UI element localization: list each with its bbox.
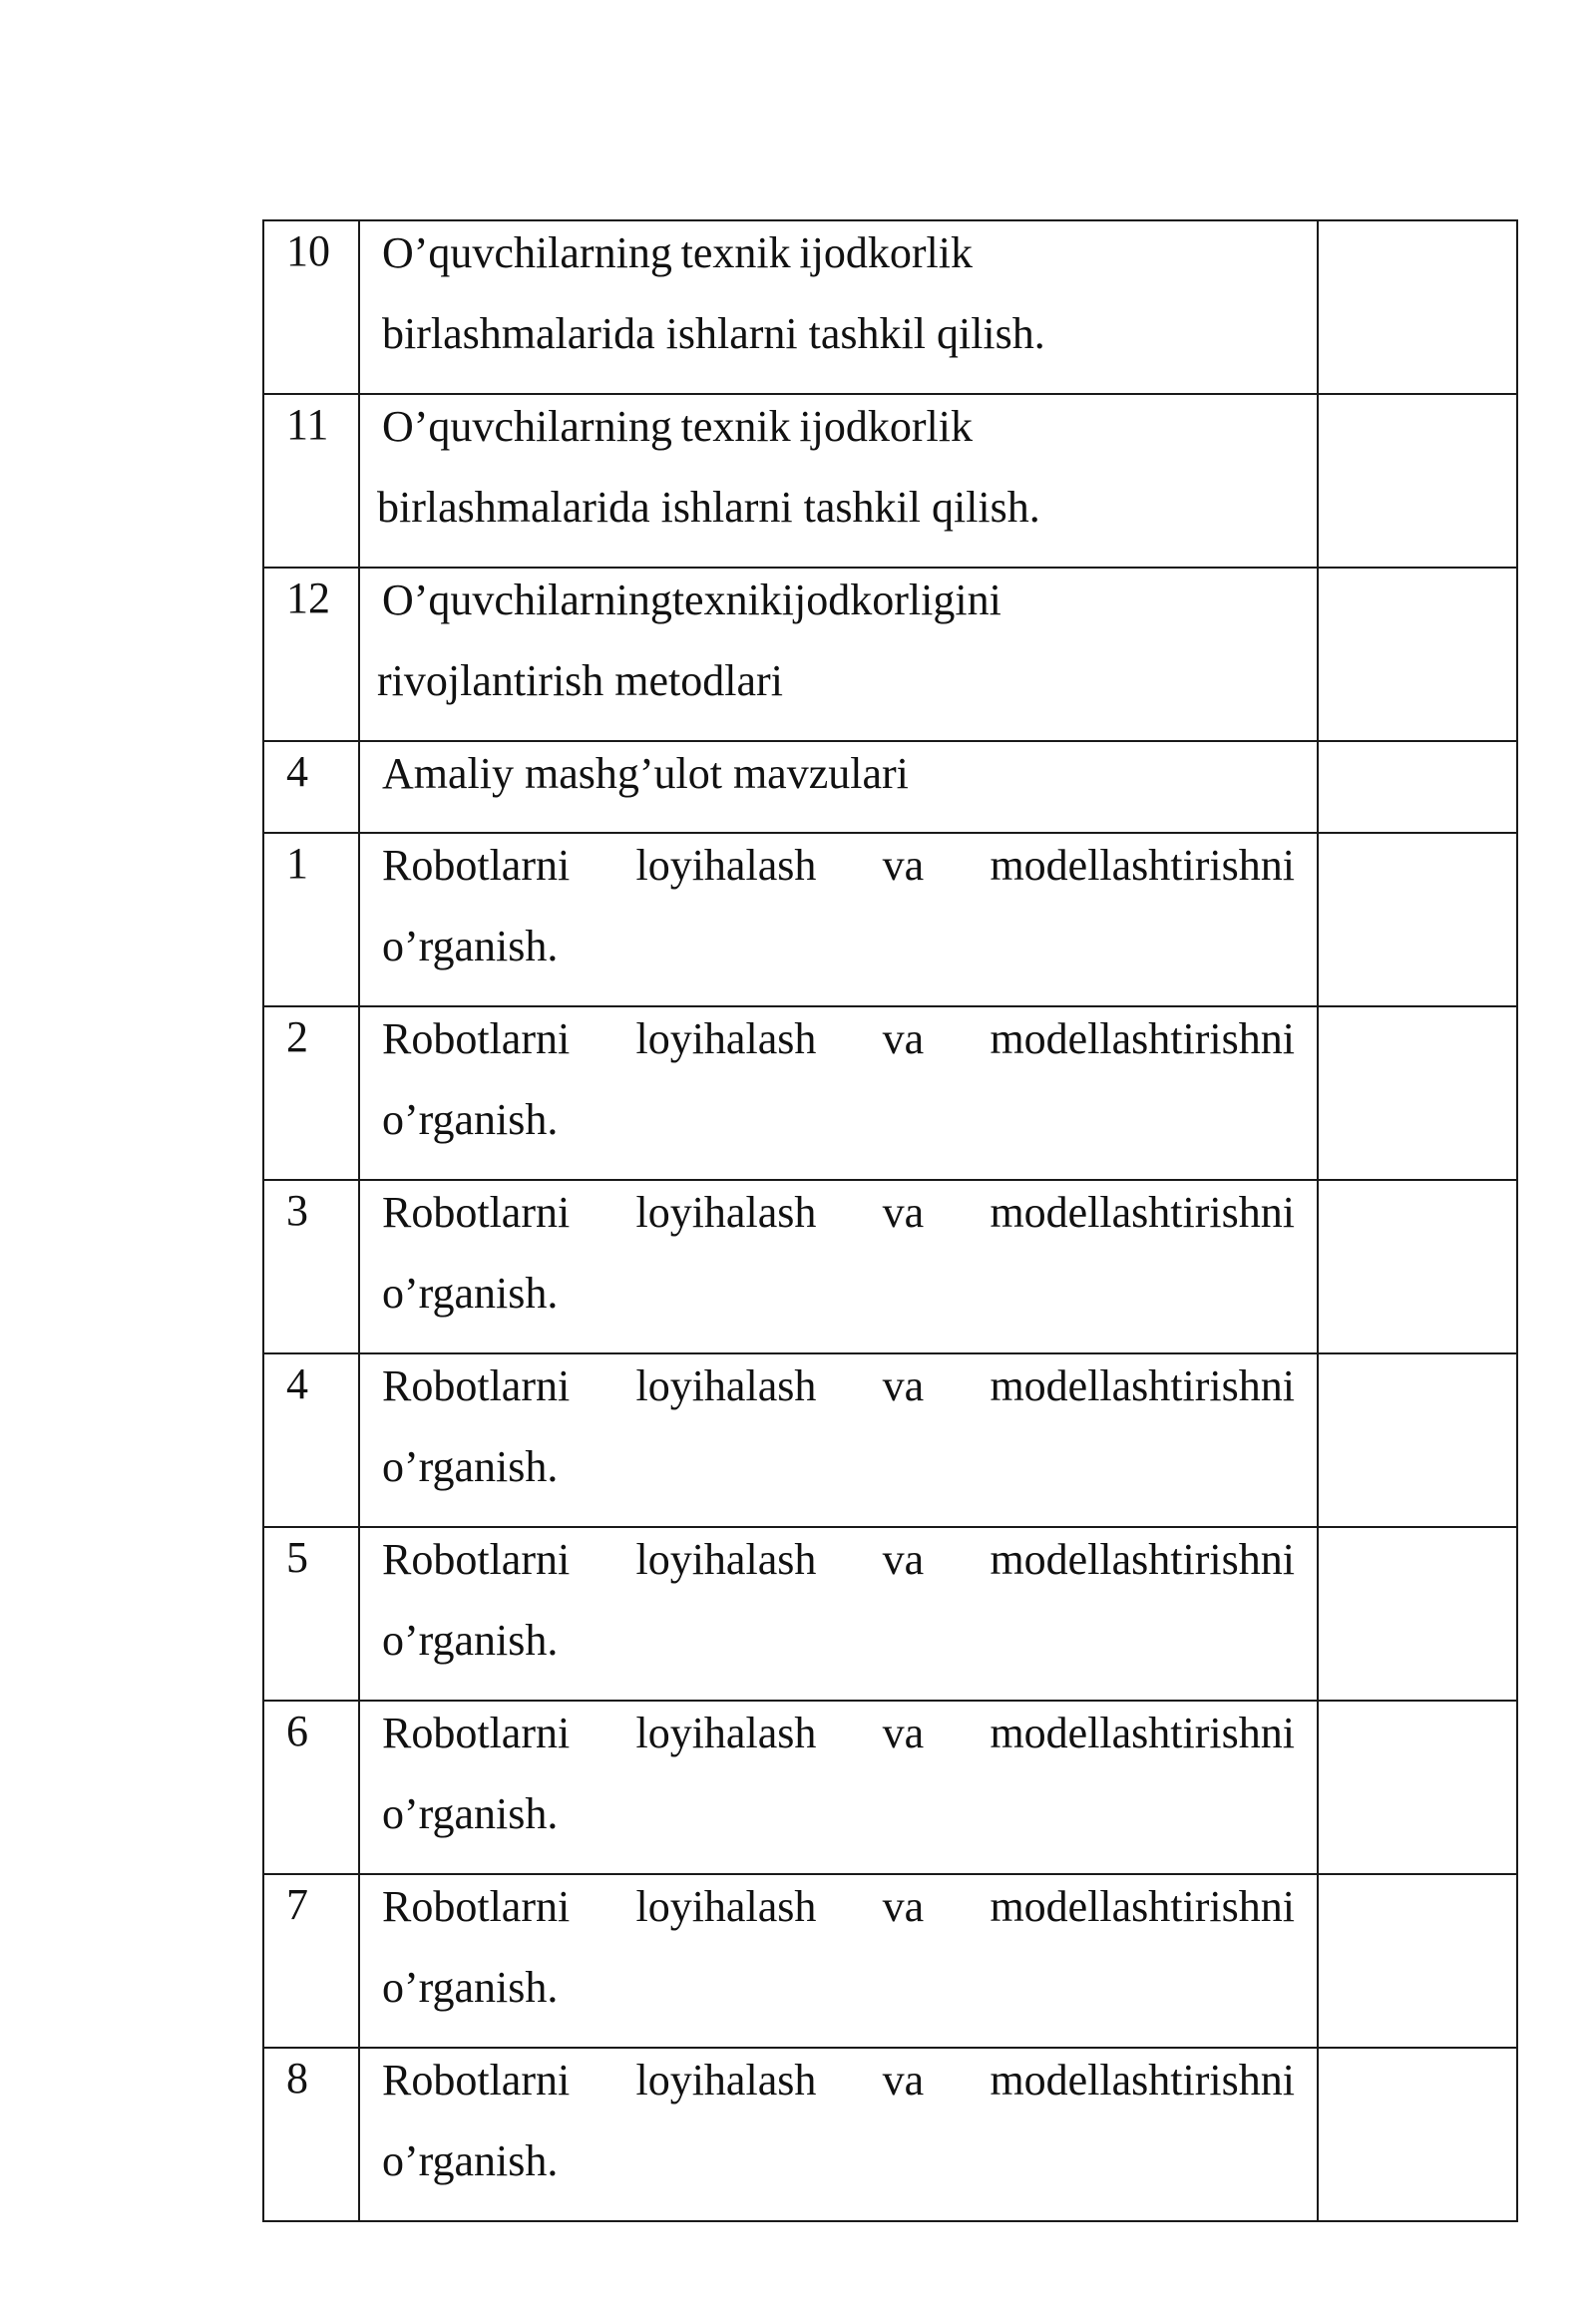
topic-word: Robotlarni — [382, 1709, 571, 1757]
topic-word: Robotlarni — [382, 1361, 571, 1410]
topic-word: loyihalash — [635, 1188, 817, 1237]
topic-word: modellashtirishni — [990, 1188, 1295, 1237]
topic-line-2: o’rganish. — [382, 1269, 559, 1318]
row-number: 6 — [263, 1701, 359, 1874]
topic-word: texnik — [680, 228, 791, 277]
row-number: 5 — [263, 1527, 359, 1701]
topic-word: Robotlarni — [382, 2056, 571, 2105]
topic-word: modellashtirishni — [990, 1361, 1295, 1410]
topic-word: loyihalash — [635, 841, 817, 890]
topic-word: modellashtirishni — [990, 1709, 1295, 1757]
empty-cell — [1318, 568, 1517, 741]
topic-line-1 — [382, 841, 1295, 906]
topic-line-2: birlashmalarida ishlarni tashkil qilish. — [382, 309, 1045, 358]
topic-word: va — [882, 1882, 925, 1931]
topic-line-2: o’rganish. — [382, 1442, 559, 1491]
table-row — [263, 394, 1517, 568]
topic-line-2: o’rganish. — [382, 1616, 559, 1665]
topic-word: loyihalash — [635, 1882, 817, 1931]
topic-cell — [359, 1353, 1318, 1527]
topic-cell — [359, 220, 1318, 394]
topic-word: Robotlarni — [382, 1882, 571, 1931]
topic-line-2: o’rganish. — [382, 1095, 559, 1144]
topic-word: loyihalash — [635, 2056, 817, 2105]
topic-cell — [359, 1180, 1318, 1353]
topic-cell — [359, 833, 1318, 1006]
topic-line-1 — [382, 1361, 1295, 1426]
row-number: 8 — [263, 2048, 359, 2221]
topic-line-1 — [382, 2056, 1295, 2120]
topic-word: O’quvchilarning — [382, 576, 672, 624]
topic-word: loyihalash — [635, 1014, 817, 1063]
topic-word: va — [882, 1709, 925, 1757]
row-number: 3 — [263, 1180, 359, 1353]
empty-cell — [1318, 741, 1517, 833]
row-number: 10 — [263, 220, 359, 394]
empty-cell — [1318, 1701, 1517, 1874]
topic-word: O’quvchilarning — [382, 228, 672, 277]
topic-word: va — [882, 1014, 925, 1063]
topic-cell — [359, 2048, 1318, 2221]
topic-word: va — [882, 2056, 925, 2105]
table-body — [263, 220, 1517, 2221]
topic-line-1 — [382, 1188, 1295, 1253]
topics-table — [262, 219, 1518, 2222]
empty-cell — [1318, 1527, 1517, 1701]
topic-line-1 — [382, 1535, 1295, 1600]
topic-line-2: o’rganish. — [382, 1963, 559, 2012]
empty-cell — [1318, 833, 1517, 1006]
topic-cell — [359, 1874, 1318, 2048]
topic-line-2: rivojlantirish metodlari — [377, 656, 783, 705]
topic-word: modellashtirishni — [990, 1882, 1295, 1931]
topic-line-1 — [382, 1014, 1295, 1079]
row-number: 4 — [263, 1353, 359, 1527]
topic-word: ijodkorlik — [799, 402, 973, 451]
topic-word: Robotlarni — [382, 1535, 571, 1584]
empty-cell — [1318, 1180, 1517, 1353]
empty-cell — [1318, 1353, 1517, 1527]
table-row — [263, 1353, 1517, 1527]
topic-word: va — [882, 1188, 925, 1237]
topic-word: Robotlarni — [382, 841, 571, 890]
table-row — [263, 1180, 1517, 1353]
topic-word: texnik — [671, 576, 782, 624]
topic-cell — [359, 1701, 1318, 1874]
table-row — [263, 741, 1517, 833]
topic-heading: Amaliy mashg’ulot mavzulari — [382, 749, 909, 798]
topic-word: modellashtirishni — [990, 2056, 1295, 2105]
topic-cell — [359, 1006, 1318, 1180]
table-row — [263, 568, 1517, 741]
table-row — [263, 1527, 1517, 1701]
topic-line-2: o’rganish. — [382, 1789, 559, 1838]
topic-cell — [359, 1527, 1318, 1701]
topic-line-1 — [382, 1882, 1295, 1947]
row-number: 11 — [263, 394, 359, 568]
topic-line-2: o’rganish. — [382, 922, 559, 970]
row-number: 4 — [263, 741, 359, 833]
topic-line-1 — [382, 228, 973, 293]
topic-word: Robotlarni — [382, 1188, 571, 1237]
topic-word: modellashtirishni — [990, 841, 1295, 890]
topic-line-2: birlashmalarida ishlarni tashkil qilish. — [377, 483, 1040, 532]
row-number: 1 — [263, 833, 359, 1006]
empty-cell — [1318, 394, 1517, 568]
topic-word: va — [882, 1361, 925, 1410]
empty-cell — [1318, 2048, 1517, 2221]
topic-cell — [359, 394, 1318, 568]
table-row — [263, 1874, 1517, 2048]
table-row — [263, 1701, 1517, 1874]
topic-word: va — [882, 1535, 925, 1584]
table-row — [263, 2048, 1517, 2221]
topic-word: va — [882, 841, 925, 890]
table-row — [263, 220, 1517, 394]
table-row — [263, 1006, 1517, 1180]
row-number: 2 — [263, 1006, 359, 1180]
topic-line-2: o’rganish. — [382, 2136, 559, 2185]
table-row — [263, 833, 1517, 1006]
empty-cell — [1318, 1006, 1517, 1180]
topic-word: modellashtirishni — [990, 1535, 1295, 1584]
topic-line-1 — [382, 1709, 1295, 1773]
topic-word: loyihalash — [635, 1709, 817, 1757]
topic-cell — [359, 568, 1318, 741]
topic-line-1 — [382, 402, 973, 467]
topic-line-1 — [382, 576, 1001, 640]
topic-word: loyihalash — [635, 1535, 817, 1584]
topic-word: loyihalash — [635, 1361, 817, 1410]
row-number: 12 — [263, 568, 359, 741]
empty-cell — [1318, 220, 1517, 394]
empty-cell — [1318, 1874, 1517, 2048]
topic-word: texnik — [680, 402, 791, 451]
topic-word: ijodkorligini — [781, 576, 1001, 624]
topic-cell — [359, 741, 1318, 833]
topic-word: O’quvchilarning — [382, 402, 672, 451]
topic-word: ijodkorlik — [799, 228, 973, 277]
topic-word: modellashtirishni — [990, 1014, 1295, 1063]
topic-word: Robotlarni — [382, 1014, 571, 1063]
row-number: 7 — [263, 1874, 359, 2048]
